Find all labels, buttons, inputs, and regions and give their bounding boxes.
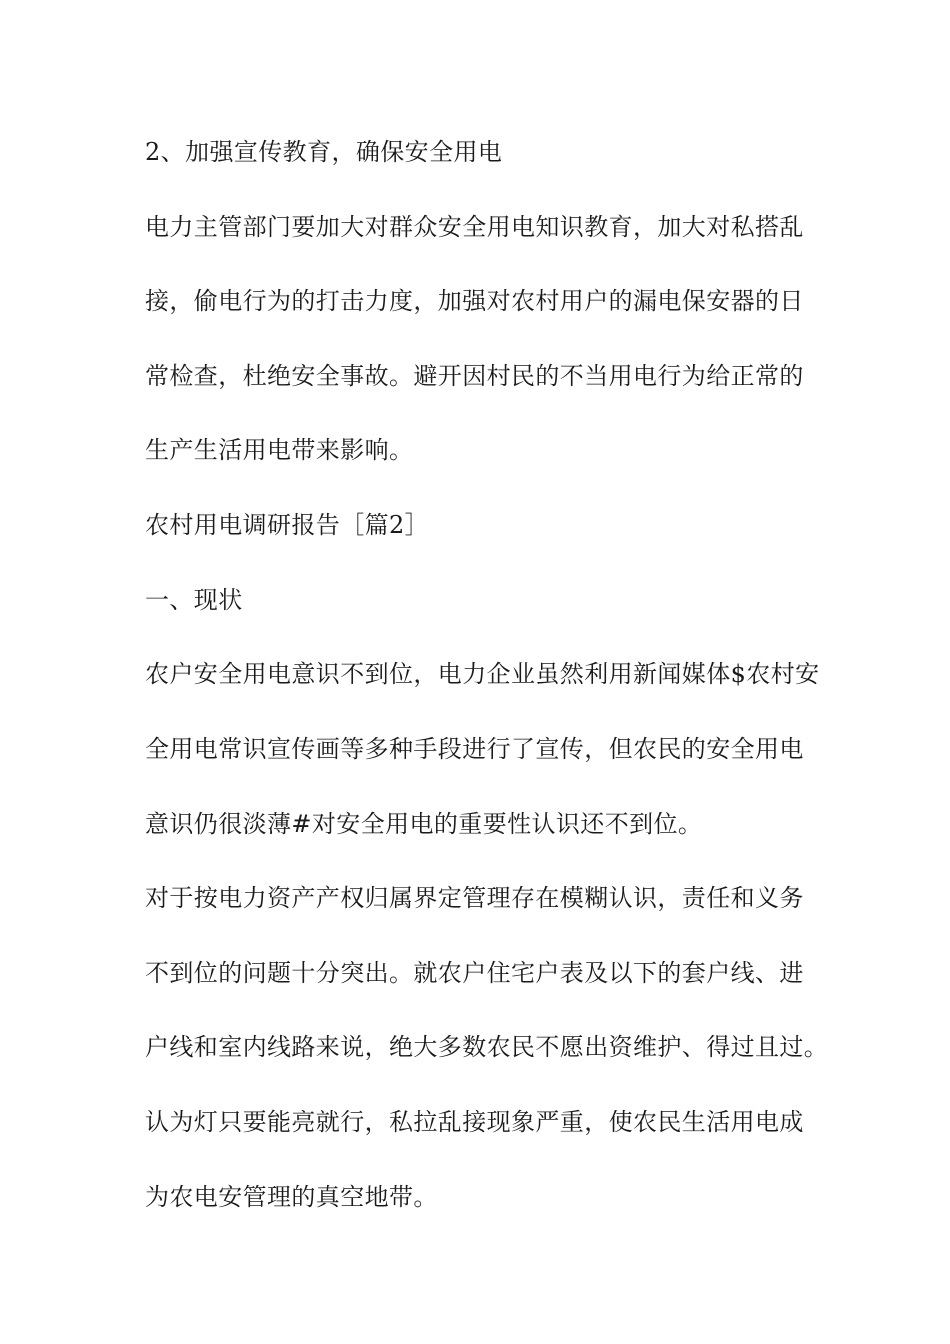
paragraph-line: 对于按电力资产产权归属界定管理存在模糊认识，责任和义务 <box>145 884 804 912</box>
paragraph-line: 不到位的问题十分突出。就农户住宅户表及以下的套户线、进 <box>145 959 804 987</box>
paragraph-line: 认为灯只要能亮就行，私拉乱接现象严重，使农民生活用电成 <box>145 1108 804 1136</box>
paragraph-line: 接，偷电行为的打击力度，加强对农村用户的漏电保安器的日 <box>145 287 804 315</box>
paragraph-line: 生产生活用电带来影响。 <box>145 436 414 464</box>
paragraph-line: 为农电安管理的真空地带。 <box>145 1183 438 1211</box>
paragraph-line: 电力主管部门要加大对群众安全用电知识教育，加大对私搭乱 <box>145 213 804 241</box>
paragraph-line: 意识仍很淡薄#对安全用电的重要性认识还不到位。 <box>145 810 703 838</box>
section-heading-1: 一、现状 <box>145 586 243 614</box>
report-title: 农村用电调研报告［篇2］ <box>145 511 430 539</box>
section-heading-2: 2、加强宣传教育，确保安全用电 <box>145 138 503 166</box>
paragraph-line: 常检查，杜绝安全事故。避开因村民的不当用电行为给正常的 <box>145 362 804 390</box>
paragraph-line: 户线和室内线路来说，绝大多数农民不愿出资维护、得过且过。 <box>145 1033 829 1061</box>
paragraph-line: 农户安全用电意识不到位，电力企业虽然利用新闻媒体$农村安 <box>145 660 820 688</box>
paragraph-line: 全用电常识宣传画等多种手段进行了宣传，但农民的安全用电 <box>145 735 804 763</box>
